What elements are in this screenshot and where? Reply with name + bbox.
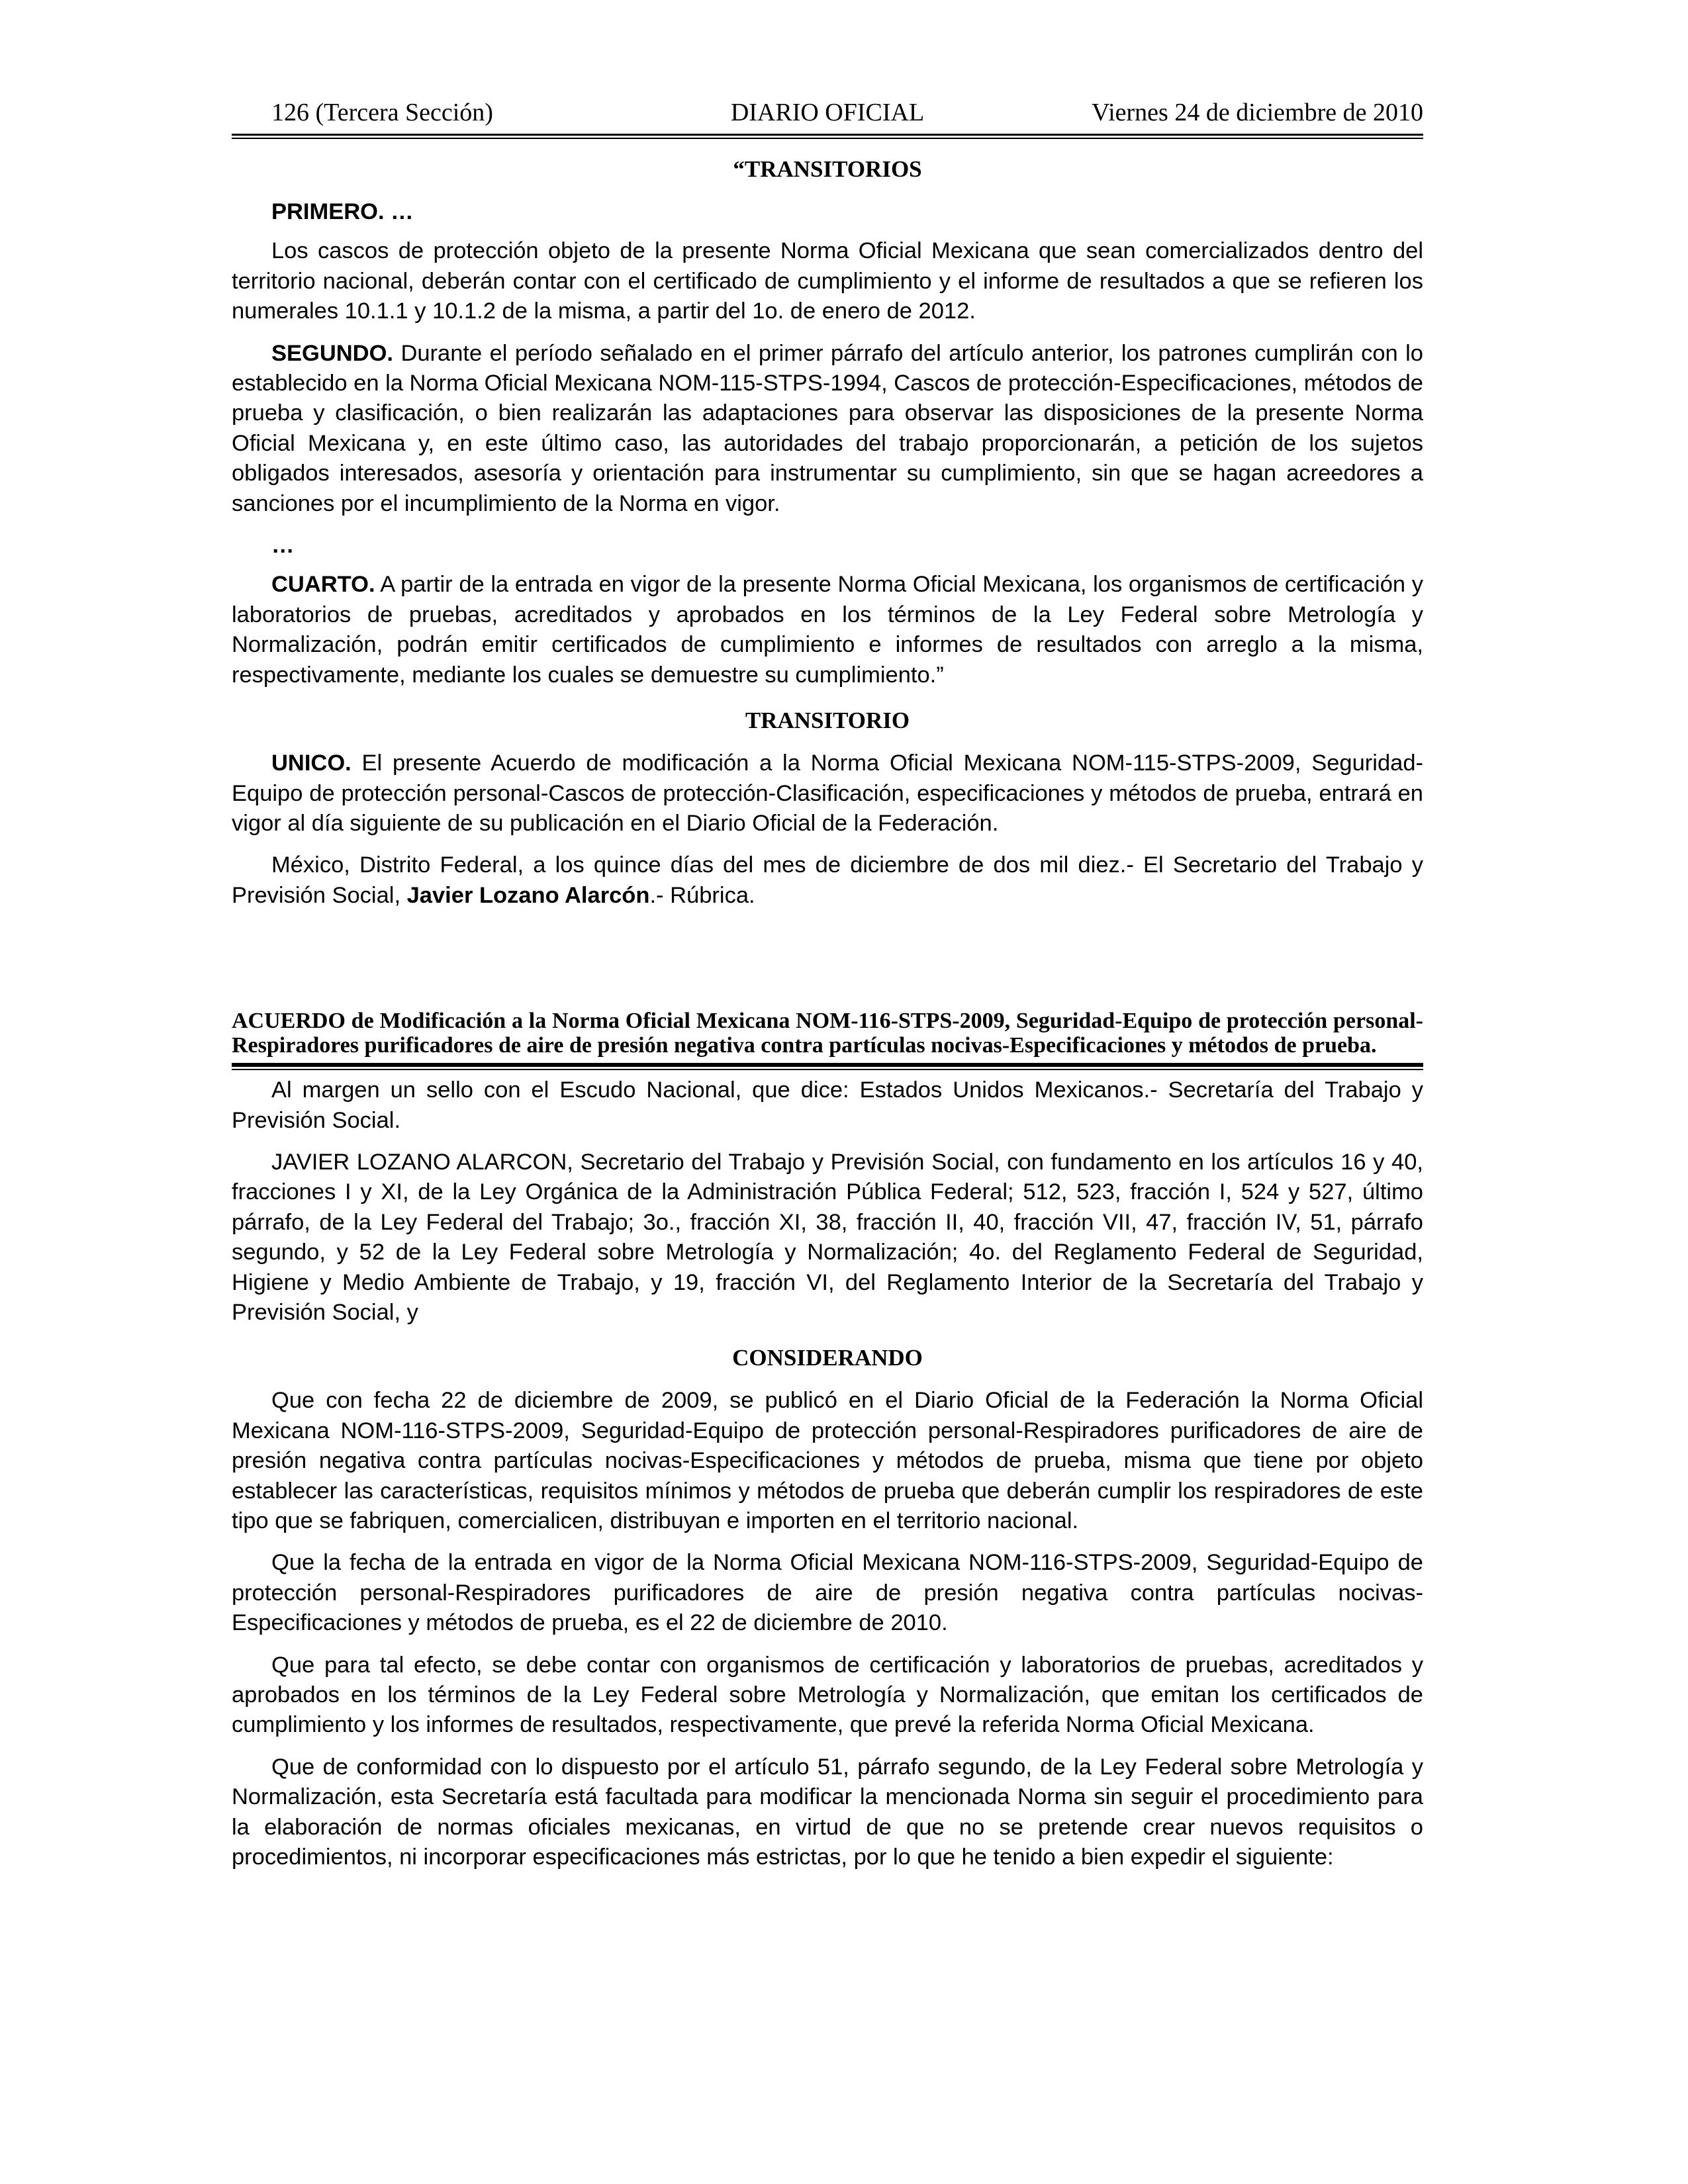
margen-paragraph: Al margen un sello con el Escudo Nacional, que dice: Estados Unidos Mexicanos.- Secretaría del Trabajo y Previsión Social. [232,1077,1423,1133]
transitorios-title: “TRANSITORIOS [733,156,922,182]
section-gap [232,923,1423,1009]
acuerdo-title: ACUERDO de Modificación a la Norma Oficial Mexicana NOM-116-STPS-2009, Seguridad-Equipo de protección personal-Respiradores purificadores de aire de presión negativa contra partículas nocivas-Especificaciones y métodos de prueba. [232,1009,1423,1058]
document-page [232,93,1423,1884]
considerando-paragraph-4: Que de conformidad con lo dispuesto por el artículo 51, párrafo segundo, de la Ley Federal sobre Metrología y Normalización, esta Secretaría está facultada para modificar la mencionada Norma sin seguir el procedimiento para la elaboración de normas oficiales mexicanas, en virtud de que no se pretende crear nuevos requisitos o procedimientos, ni incorporar especificaciones más estrictas, por lo que he tenido a bien expedir el siguiente: [232,1754,1423,1870]
page-header [232,93,1423,132]
considerando-paragraph-1: Que con fecha 22 de diciembre de 2009, se publicó en el Diario Oficial de la Federación la Norma Oficial Mexicana NOM-116-STPS-2009, Seguridad-Equipo de protección personal-Respiradores purificadores de aire de presión negativa contra partículas nocivas-Especificaciones y métodos de prueba, misma que tiene por objeto establecer las características, requisitos mínimos y métodos de prueba que deberán cumplir los respiradores de este tipo que se fabriquen, comercialicen, distribuyan e importen en el territorio nacional. [232,1388,1423,1533]
firma-paragraph [232,850,1423,911]
firma-pre: México, Distrito Federal, a los quince días del mes de diciembre de dos mil diez.- El Secretario del Trabajo y Previsión Social, [232,852,1423,908]
cuarto-label: CUARTO. [271,572,375,598]
header-publication: DIARIO OFICIAL [730,99,925,126]
primero-label: PRIMERO. … [271,199,414,224]
segundo-paragraph [232,339,1423,519]
unico-paragraph [232,749,1423,839]
acuerdo-rule [232,1063,1423,1070]
considerando-title: CONSIDERANDO [732,1345,923,1371]
ellipsis: … [271,533,295,559]
segundo-text: Durante el período señalado en el primer párrafo del artículo anterior, los patrones cumplirán con lo establecido en la Norma Oficial Mexicana NOM-115-STPS-1994, Cascos de protección-Especificaciones, métodos de prueba y clasificación, o bien realizarán las adaptaciones para observar las disposiciones de la presente Norma Oficial Mexicana y, en este último caso, las autoridades del trabajo proporcionarán, a petición de los sujetos obligados interesados, asesoría y orientación para instrumentar su cumplimiento, sin que se hagan acreedores a sanciones por el incumplimiento de la Norma en vigor. [232,340,1423,516]
segundo-label: SEGUNDO. [271,340,394,366]
primero-paragraph: Los cascos de protección objeto de la presente Norma Oficial Mexicana que sean comercializados dentro del territorio nacional, deberán contar con el certificado de cumplimiento y el informe de resultados a que se refieren los numerales 10.1.1 y 10.1.2 de la misma, a partir del 1o. de enero de 2012. [232,238,1423,324]
considerando-paragraph-3: Que para tal efecto, se debe contar con organismos de certificación y laboratorios de pruebas, acreditados y aprobados en los términos de la Ley Federal sobre Metrología y Normalización, que emitan los certificados de cumplimiento y los informes de resultados, respectivamente, que prevé la referida Norma Oficial Mexicana. [232,1652,1423,1738]
header-rule [232,134,1423,139]
header-page-section: 126 (Tercera Sección) [271,99,493,126]
considerando-paragraph-2: Que la fecha de la entrada en vigor de la Norma Oficial Mexicana NOM-116-STPS-2009, Seguridad-Equipo de protección personal-Respiradores purificadores de aire de presión negativa contra partículas nocivas-Especificaciones y métodos de prueba, es el 22 de diciembre de 2010. [232,1550,1423,1636]
unico-text: El presente Acuerdo de modificación a la Norma Oficial Mexicana NOM-115-STPS-2009, Seguridad-Equipo de protección personal-Cascos de protección-Clasificación, especificaciones y métodos de prueba, entrará en vigor al día siguiente de su publicación en el Diario Oficial de la Federación. [232,751,1423,836]
cuarto-paragraph [232,570,1423,690]
header-date: Viernes 24 de diciembre de 2010 [1091,99,1423,126]
transitorio-title: TRANSITORIO [745,707,910,734]
firma-post: .- Rúbrica. [649,882,755,908]
firma-name: Javier Lozano Alarcón [406,882,650,908]
cuarto-text: A partir de la entrada en vigor de la presente Norma Oficial Mexicana, los organismos de certificación y laboratorios de pruebas, acreditados y aprobados en los términos de la Ley Federal sobre Metrología y Normalización, podrán emitir certificados de cumplimiento e informes de resultados con arreglo a la misma, respectivamente, mediante los cuales se demuestre su cumplimiento.” [232,572,1423,688]
fundamento-paragraph: JAVIER LOZANO ALARCON, Secretario del Trabajo y Previsión Social, con fundamento en los artículos 16 y 40, fracciones I y XI, de la Ley Orgánica de la Administración Pública Federal; 512, 523, fracción I, 524 y 527, último párrafo, de la Ley Federal del Trabajo; 3o., fracción XI, 38, fracción II, 40, fracción VII, 47, fracción IV, 51, párrafo segundo, y 52 de la Ley Federal sobre Metrología y Normalización; 4o. del Reglamento Federal de Seguridad, Higiene y Medio Ambiente de Trabajo, y 19, fracción VI, del Reglamento Interior de la Secretaría del Trabajo y Previsión Social, y [232,1149,1423,1325]
unico-label: UNICO. [271,751,352,776]
